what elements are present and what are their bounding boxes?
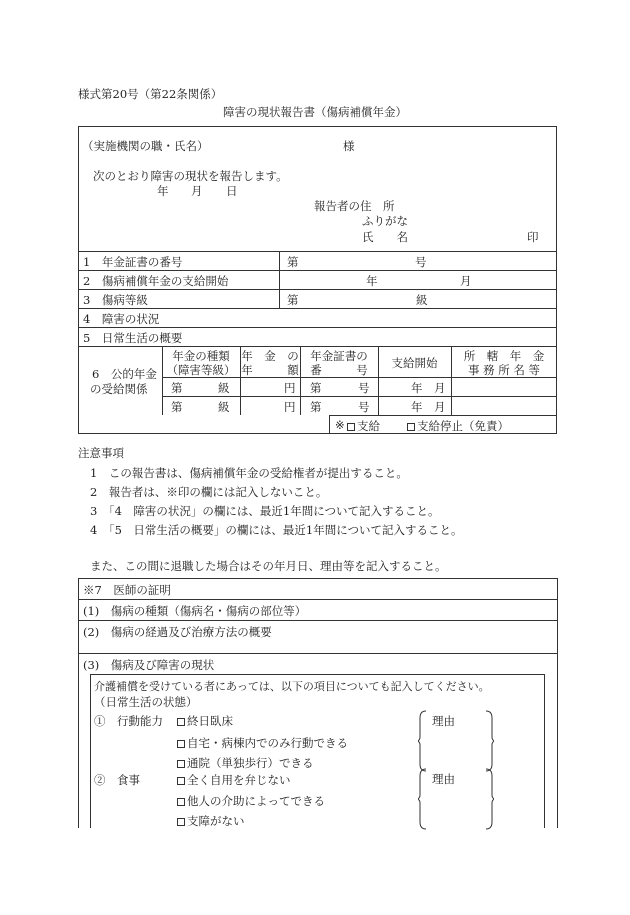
note-item-4: 4 「5 日常生活の概要」の欄には、最近1年間について記入すること。	[90, 523, 463, 537]
item1-option-1[interactable]: 終日臥床	[177, 713, 233, 729]
p2-dai: 第	[171, 400, 183, 414]
header-office-1: 所 轄 年 金	[463, 349, 545, 363]
note-extra: また、この間に退職した場合はその年月日、理由等を記入すること。	[90, 559, 447, 573]
reason-bracket-1	[418, 710, 494, 772]
note-item-1: 1 この報告書は、傷病補償年金の受給権者が提出すること。	[90, 466, 408, 480]
item2-option-3[interactable]: 支障がない	[177, 813, 245, 829]
p2-kyu: 級	[218, 400, 230, 414]
intro-text: 次のとおり障害の現状を報告します。	[93, 169, 288, 183]
note-item-3: 3 「4 障害の状況」の欄には、最近1年間について記入すること。	[90, 504, 440, 518]
checkbox-item2-2[interactable]	[177, 798, 185, 806]
p1-cert-dai: 第	[310, 381, 322, 395]
reason-label-1: 理由	[432, 714, 455, 728]
item1-option-2[interactable]: 自宅・病棟内でのみ行動できる	[177, 735, 348, 751]
p2-month: 月	[434, 400, 446, 414]
header-start: 支給開始	[391, 356, 438, 370]
status-option-pay[interactable]: 支給	[347, 418, 380, 434]
furigana-label: ふりがな	[362, 214, 408, 228]
p2-go: 号	[358, 400, 370, 414]
row5-label: 5 日常生活の概要	[83, 331, 183, 345]
p2-yen: 円	[284, 400, 296, 414]
row1-dai: 第	[287, 255, 299, 269]
row3-label: 3 傷病等級	[83, 293, 148, 307]
row2-label: 2 傷病補償年金の支給開始	[83, 274, 229, 288]
checkbox-item2-3[interactable]	[177, 818, 185, 826]
notes-heading: 注意事項	[78, 446, 124, 460]
form-number: 様式第20号（第22条関係）	[78, 87, 223, 101]
checkbox-item1-3[interactable]	[177, 760, 185, 768]
doctor-section-2: (2) 傷病の経過及び治療方法の概要	[83, 625, 272, 639]
note-item-2: 2 報告者は、※印の欄には記入しないこと。	[90, 485, 328, 499]
item2-option-2[interactable]: 他人の介助によってできる	[177, 793, 325, 809]
pension-label-2: の受給関係	[90, 382, 148, 396]
header-cert-2: 番 号	[310, 363, 368, 377]
recipient-label: （実施機関の職・氏名）	[82, 139, 209, 153]
form-title: 障害の現状報告書（傷病補償年金）	[223, 105, 407, 119]
item2-label: ② 食事	[94, 773, 140, 787]
p1-kyu: 級	[218, 381, 230, 395]
doctor-section-1: (1) 傷病の種類（傷病名・傷病の部位等）	[83, 604, 307, 618]
reason-label-2: 理由	[432, 772, 455, 786]
date-year: 年	[157, 184, 169, 198]
checkbox-stop[interactable]	[407, 423, 415, 431]
status-mark: ※	[335, 418, 345, 432]
doctor-title: ※7 医師の証明	[83, 583, 171, 597]
item1-label: ① 行動能力	[94, 714, 163, 728]
row4-label: 4 障害の状況	[83, 312, 160, 326]
row1-go: 号	[415, 255, 427, 269]
header-amount-2: 年 額	[241, 363, 299, 377]
name-label: 氏 名	[362, 230, 408, 244]
daily-heading: （日常生活の状態）	[94, 695, 198, 709]
p2-year: 年	[411, 400, 423, 414]
header-office-2: 事 務 所 名 等	[467, 363, 541, 377]
address-label: 報告者の住 所	[314, 199, 395, 213]
date-month: 月	[191, 184, 203, 198]
checkbox-pay[interactable]	[347, 423, 355, 431]
row2-month: 月	[460, 274, 472, 288]
row3-dai: 第	[287, 293, 299, 307]
p1-year: 年	[411, 381, 423, 395]
care-note: 介護補償を受けている者にあっては、以下の項目についても記入してください。	[94, 680, 490, 693]
item1-option-3[interactable]: 通院（単独歩行）できる	[177, 755, 314, 771]
item2-option-1[interactable]: 全く自用を弁じない	[177, 772, 291, 788]
checkbox-item1-2[interactable]	[177, 740, 185, 748]
checkbox-item2-1[interactable]	[177, 777, 185, 785]
header-amount-1: 年 金 の	[241, 349, 299, 363]
p1-yen: 円	[284, 381, 296, 395]
p1-dai: 第	[171, 381, 183, 395]
p1-month: 月	[434, 381, 446, 395]
sama-label: 様	[343, 139, 355, 153]
reason-bracket-2	[418, 768, 494, 830]
row2-year: 年	[366, 274, 378, 288]
p1-go: 号	[358, 381, 370, 395]
date-day: 日	[226, 184, 238, 198]
pension-label-1: 6 公的年金	[92, 367, 157, 381]
checkbox-item1-1[interactable]	[177, 718, 185, 726]
row1-label: 1 年金証書の番号	[83, 255, 183, 269]
header-pension-type-1: 年金の種類	[172, 349, 230, 363]
doctor-section-3: (3) 傷病及び障害の現状	[83, 658, 215, 672]
row3-kyu: 級	[416, 293, 428, 307]
header-cert-1: 年金証書の	[310, 349, 368, 363]
p2-cert-dai: 第	[310, 400, 322, 414]
status-option-stop[interactable]: 支給停止（免責）	[407, 418, 509, 434]
seal-mark: 印	[527, 230, 539, 244]
header-pension-type-2: （障害等級）	[166, 363, 236, 377]
